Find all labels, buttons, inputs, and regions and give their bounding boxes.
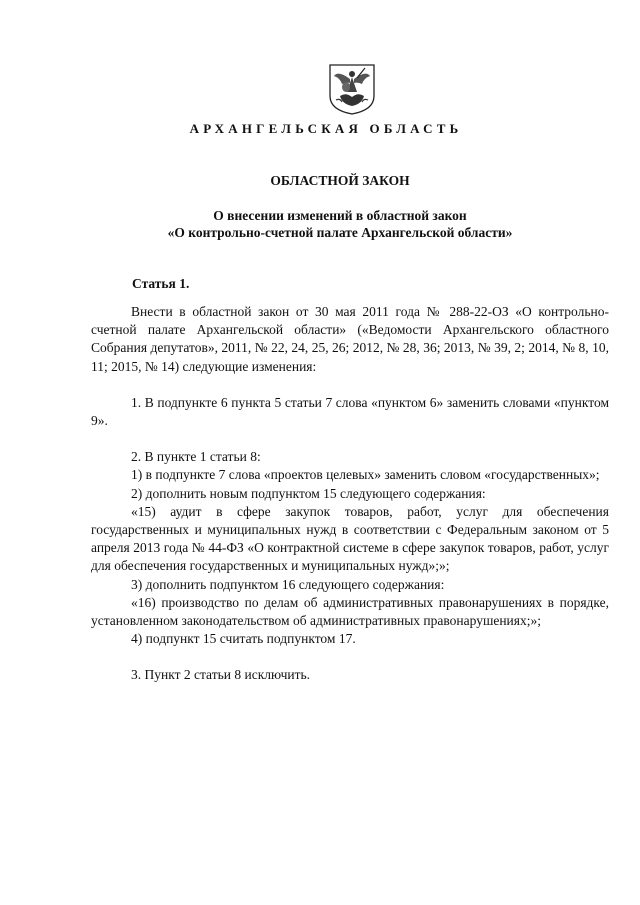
item-2-subitem-3-text: «16) производство по делам об административных правонарушениях в порядке, установленном законодательством об административных правонарушениях;»; [91,594,609,629]
article-body [91,303,609,685]
region-name: АРХАНГЕЛЬСКАЯ ОБЛАСТЬ [189,121,463,136]
item-2-heading: 2. В пункте 1 статьи 8: [131,449,261,465]
item-1: 1. В подпункте 6 пункта 5 статьи 7 слова «пунктом 6» заменить словами «пунктом 9». [91,394,609,429]
article-heading: Статья 1. [132,276,190,291]
item-2-subitem-2-text: «15) аудит в сфере закупок товаров, работ, услуг для обеспечения государственных и муниципальных нужд в соответствии с Федеральным законом от 5 апреля 2013 года № 44-ФЗ «О контрактной системе в сфере закупок товаров, работ, услуг для обеспечения государственных и муниципальных нужд»;»; [91,503,609,574]
item-2-subitem-1: 1) в подпункте 7 слова «проектов целевых» заменить словом «государственных»; [131,467,600,483]
item-2-subitem-2: 2) дополнить новым подпунктом 15 следующего содержания: [131,485,486,501]
law-title-line-1: О внесении изменений в областной закон [213,208,467,223]
item-2-subitem-3: 3) дополнить подпунктом 16 следующего содержания: [131,576,445,592]
law-title [0,207,640,241]
article-intro: Внести в областной закон от 30 мая 2011 года № 288-22-ОЗ «О контрольно-счетной палате Архангельской области» («Ведомости Архангельского областного Собрания депутатов», 2011, № 22, 24, 25, 26; 2012, № 28, 36; 2013, № 39, 2; 2014, № 8, 10, 11; 2015, № 14) следующие изменения: [91,304,609,374]
law-title-line-2: «О контрольно-счетной палате Архангельской области» [167,225,513,240]
arkhangelsk-coat-of-arms-icon [326,62,378,116]
item-2-subitem-4: 4) подпункт 15 считать подпунктом 17. [131,631,356,647]
law-type: ОБЛАСТНОЙ ЗАКОН [270,173,410,188]
item-3: 3. Пункт 2 статьи 8 исключить. [131,667,311,683]
